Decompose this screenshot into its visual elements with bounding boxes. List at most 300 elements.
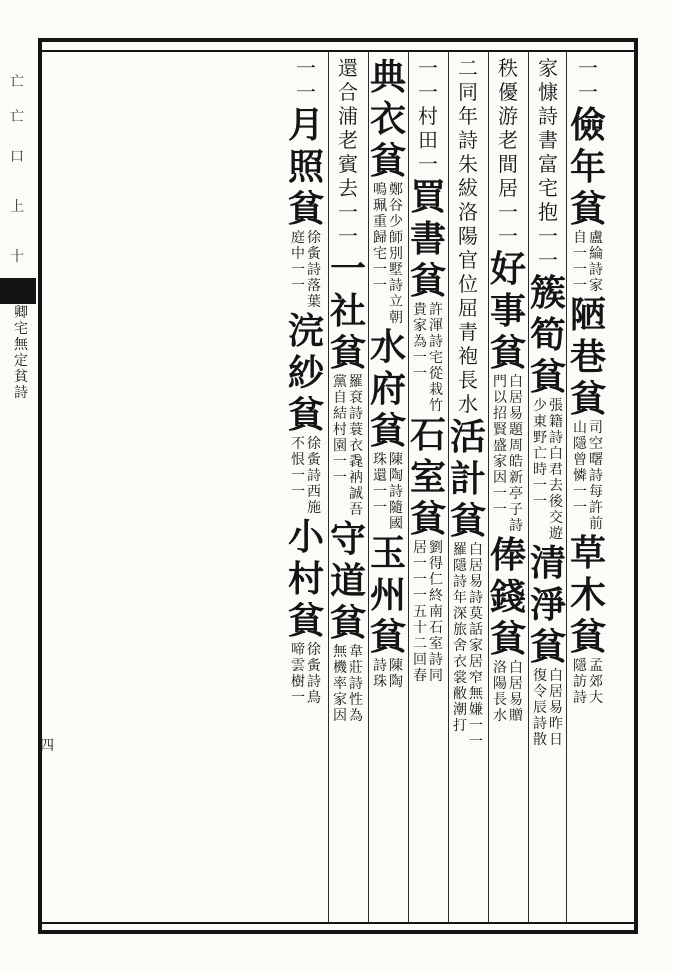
annotation-char: 一 [413, 366, 427, 382]
annotation-char: 自 [333, 390, 347, 406]
heading-char: 貧 [287, 394, 324, 436]
text-char: 詩 [458, 128, 478, 152]
annotation-char: 回 [413, 652, 427, 668]
text-char: 陽 [458, 224, 478, 248]
annotation-line [389, 182, 403, 326]
heading-char: 草 [569, 532, 606, 574]
text-char: 抱 [538, 200, 558, 224]
annotation-char: 賢 [493, 422, 507, 438]
annotation-char: 從 [429, 366, 443, 382]
annotation-char: 白 [549, 446, 563, 462]
text-column [284, 56, 328, 918]
text-char: 田 [418, 128, 438, 152]
annotation-char: 一 [291, 484, 305, 500]
annotation-char: 每 [589, 484, 603, 500]
annotation-char: 居 [509, 676, 523, 692]
text-column [366, 56, 410, 918]
annotation-char: 吾 [349, 502, 363, 518]
annotation-char: 家 [333, 692, 347, 708]
annotation-char: 鄭 [389, 182, 403, 198]
annotation-char: 徐 [307, 642, 321, 658]
annotation-pair [573, 420, 603, 532]
annotation-char: 夤 [307, 452, 321, 468]
annotation-char: 張 [549, 398, 563, 414]
annotation-char: 詩 [389, 484, 403, 500]
annotation-pair [373, 658, 403, 690]
annotation-line [589, 230, 603, 294]
annotation-line [509, 374, 523, 534]
annotation-char: 訪 [573, 674, 587, 690]
text-char: 一 [338, 200, 358, 224]
text-char: 一 [296, 80, 316, 104]
annotation-char: 南 [429, 604, 443, 620]
annotation-char: 一 [291, 262, 305, 278]
annotation-line [389, 658, 403, 690]
heading-char: 貧 [287, 188, 324, 230]
column-rule [368, 52, 369, 922]
heading-char: 木 [569, 574, 606, 616]
annotation-char: 誠 [349, 486, 363, 502]
annotation-char: 詩 [349, 406, 363, 422]
annotation-char: 朝 [389, 310, 403, 326]
annotation-char: 隱 [573, 436, 587, 452]
annotation-char: 一 [333, 470, 347, 486]
annotation-char: 曙 [589, 452, 603, 468]
annotation-char: 墅 [389, 262, 403, 278]
annotation-pair [373, 182, 403, 326]
heading-char: 社 [329, 290, 366, 332]
annotation-char: 庭 [291, 230, 305, 246]
annotation-char: 立 [389, 294, 403, 310]
annotation-char: 一 [469, 734, 483, 750]
heading-char: 貧 [409, 498, 446, 540]
annotation-char: 詩 [589, 468, 603, 484]
annotation-char: 一 [573, 484, 587, 500]
annotation-char: 居 [509, 390, 523, 406]
column-rule [566, 52, 567, 922]
annotation-line [549, 398, 563, 542]
annotation-char: 長 [493, 692, 507, 708]
text-char: 同 [458, 80, 478, 104]
annotation-char: 為 [413, 334, 427, 350]
heading-char: 貧 [569, 616, 606, 658]
annotation-char: 一 [573, 278, 587, 294]
heading-char: 筍 [529, 314, 566, 356]
annotation-line [373, 658, 387, 690]
annotation-char: 東 [533, 414, 547, 430]
fish-tail-mark [0, 278, 36, 304]
annotation-char: 樹 [291, 674, 305, 690]
annotation-line [291, 436, 305, 516]
annotation-char: 窄 [469, 670, 483, 686]
annotation-line [509, 660, 523, 724]
annotation-char: 蓑 [349, 422, 363, 438]
annotation-char: 中 [291, 246, 305, 262]
heading-char: 小 [287, 516, 324, 558]
annotation-char: 居 [549, 684, 563, 700]
annotation-char: 家 [493, 454, 507, 470]
annotation-char: 珮 [373, 198, 387, 214]
annotation-char: 村 [333, 422, 347, 438]
annotation-pair [533, 398, 563, 542]
annotation-char: 綸 [589, 246, 603, 262]
annotation-char: 空 [589, 436, 603, 452]
text-column [526, 56, 570, 918]
annotation-char: 籍 [549, 414, 563, 430]
annotation-pair [333, 374, 363, 518]
margin-char: 亡 [10, 74, 24, 90]
heading-char: 書 [409, 218, 446, 260]
heading-char: 貧 [409, 260, 446, 302]
text-char: 富 [538, 152, 558, 176]
text-column [406, 56, 450, 918]
heading-char: 淨 [529, 584, 566, 626]
annotation-pair [573, 230, 603, 294]
heading-char: 年 [569, 146, 606, 188]
annotation-char: 恨 [291, 452, 305, 468]
annotation-char: 鳴 [373, 182, 387, 198]
annotation-char: 白 [469, 542, 483, 558]
annotation-char: 自 [573, 230, 587, 246]
annotation-char: 詩 [573, 690, 587, 706]
annotation-line [453, 542, 467, 750]
annotation-char: 話 [469, 622, 483, 638]
annotation-line [291, 230, 305, 310]
annotation-char: 衣 [453, 654, 467, 670]
text-char: 長 [458, 368, 478, 392]
annotation-pair [291, 642, 321, 706]
text-char: 官 [458, 248, 478, 272]
text-char: 書 [538, 128, 558, 152]
text-char: 水 [458, 392, 478, 416]
annotation-line [413, 302, 427, 414]
annotation-char: 一 [413, 350, 427, 366]
annotation-pair [493, 374, 523, 534]
annotation-char: 子 [509, 502, 523, 518]
annotation-char: 葉 [307, 294, 321, 310]
text-char: 秩 [498, 56, 518, 80]
annotation-char: 羅 [349, 374, 363, 390]
annotation-char: 性 [349, 692, 363, 708]
text-char: 一 [418, 152, 438, 176]
page-mark: 四 [40, 738, 54, 754]
annotation-pair [413, 302, 443, 414]
heading-char: 貧 [489, 618, 526, 660]
annotation-char: 一 [493, 502, 507, 518]
margin-char: 上 [10, 199, 24, 215]
annotation-char: 機 [333, 660, 347, 676]
text-char: 居 [498, 176, 518, 200]
annotation-char: 詩 [429, 334, 443, 350]
annotation-char: 一 [373, 278, 387, 294]
side-label-char: 詩 [14, 385, 28, 401]
annotation-char: 山 [573, 420, 587, 436]
annotation-char: 陳 [389, 452, 403, 468]
heading-char: 貧 [569, 188, 606, 230]
annotation-char: 莫 [469, 606, 483, 622]
text-char: 去 [338, 176, 358, 200]
text-char: 家 [538, 56, 558, 80]
annotation-line [307, 642, 321, 706]
annotation-char: 隱 [573, 658, 587, 674]
annotation-char: 許 [429, 302, 443, 318]
annotation-line [389, 452, 403, 532]
annotation-pair [291, 436, 321, 516]
annotation-char: 君 [549, 462, 563, 478]
heading-char: 州 [369, 574, 406, 616]
annotation-char: 野 [533, 430, 547, 446]
annotation-char: 憐 [573, 468, 587, 484]
annotation-char: 盛 [493, 438, 507, 454]
annotation-char: 一 [573, 262, 587, 278]
annotation-line [589, 420, 603, 532]
annotation-char: 陶 [389, 468, 403, 484]
heading-char: 水 [369, 326, 406, 368]
annotation-char: 詩 [469, 590, 483, 606]
annotation-char: 舍 [453, 638, 467, 654]
heading-char: 道 [329, 560, 366, 602]
text-char: 合 [338, 80, 358, 104]
annotation-char: 新 [509, 470, 523, 486]
text-char: 一 [338, 224, 358, 248]
annotation-char: 白 [509, 660, 523, 676]
side-label-char: 宅 [14, 321, 28, 337]
annotation-line [333, 374, 347, 518]
annotation-char: 令 [533, 684, 547, 700]
column-rule [488, 52, 489, 922]
text-char: 紱 [458, 176, 478, 200]
annotation-char: 亭 [509, 486, 523, 502]
annotation-char: 詩 [389, 278, 403, 294]
annotation-char: 雲 [291, 658, 305, 674]
heading-char: 紗 [287, 352, 324, 394]
text-column [326, 56, 370, 918]
annotation-line [307, 230, 321, 310]
text-char: 詩 [538, 104, 558, 128]
heading-char: 巷 [569, 336, 606, 378]
annotation-char: 交 [549, 510, 563, 526]
text-char: 老 [338, 128, 358, 152]
annotation-pair [573, 658, 603, 706]
annotation-line [429, 540, 443, 684]
annotation-char: 重 [373, 214, 387, 230]
annotation-char: 大 [589, 690, 603, 706]
annotation-line [373, 182, 387, 326]
annotation-char: 徐 [307, 230, 321, 246]
annotation-char: 居 [413, 540, 427, 556]
text-char: 一 [498, 224, 518, 248]
annotation-char: 家 [469, 638, 483, 654]
column-rule [448, 52, 449, 922]
heading-char: 貧 [489, 332, 526, 374]
annotation-char: 同 [429, 668, 443, 684]
annotation-char: 一 [291, 278, 305, 294]
annotation-char: 韋 [349, 644, 363, 660]
annotation-char: 家 [413, 318, 427, 334]
annotation-char: 一 [413, 556, 427, 572]
heading-char: 俸 [489, 534, 526, 576]
annotation-char: 前 [589, 516, 603, 532]
annotation-char: 詩 [349, 676, 363, 692]
annotation-char: 亡 [533, 446, 547, 462]
annotation-char: 珠 [373, 674, 387, 690]
annotation-char: 羅 [453, 542, 467, 558]
annotation-char: 夤 [307, 658, 321, 674]
annotation-char: 貴 [413, 302, 427, 318]
text-char: 一 [578, 56, 598, 80]
text-column [566, 56, 610, 918]
annotation-char: 居 [469, 558, 483, 574]
annotation-char: 師 [389, 230, 403, 246]
side-label-char: 定 [14, 353, 28, 369]
annotation-line [307, 436, 321, 516]
annotation-char: 渾 [429, 318, 443, 334]
annotation-char: 二 [413, 636, 427, 652]
annotation-char: 門 [493, 374, 507, 390]
annotation-char: 復 [533, 668, 547, 684]
annotation-char: 一 [373, 484, 387, 500]
annotation-char: 徐 [307, 436, 321, 452]
annotation-char: 以 [493, 390, 507, 406]
annotation-char: 易 [509, 406, 523, 422]
annotation-char: 劉 [429, 540, 443, 556]
margin-char: 十 [10, 249, 24, 265]
annotation-char: 易 [469, 574, 483, 590]
annotation-char: 打 [453, 718, 467, 734]
annotation-char: 室 [429, 636, 443, 652]
annotation-line [573, 658, 587, 706]
heading-char: 村 [287, 558, 324, 600]
annotation-line [573, 230, 587, 294]
annotation-char: 年 [453, 590, 467, 606]
heading-char: 守 [329, 518, 366, 560]
annotation-char: 毳 [349, 454, 363, 470]
annotation-pair [453, 542, 483, 750]
annotation-char: 一 [533, 478, 547, 494]
annotation-char: 盧 [589, 230, 603, 246]
annotation-char: 黨 [333, 374, 347, 390]
annotation-char: 易 [549, 700, 563, 716]
heading-char: 貧 [369, 140, 406, 182]
annotation-char: 一 [413, 572, 427, 588]
annotation-line [349, 374, 363, 518]
annotation-char: 五 [413, 604, 427, 620]
annotation-char: 詩 [509, 518, 523, 534]
heading-char: 一 [329, 248, 366, 290]
annotation-char: 園 [333, 438, 347, 454]
annotation-char: 袞 [349, 390, 363, 406]
annotation-char: 宅 [373, 246, 387, 262]
heading-char: 月 [287, 104, 324, 146]
annotation-pair [493, 660, 523, 724]
annotation-pair [291, 230, 321, 310]
annotation-char: 一 [533, 494, 547, 510]
annotation-char: 詩 [533, 716, 547, 732]
annotation-char: 贈 [509, 708, 523, 724]
side-label-char: 卿 [14, 305, 28, 321]
annotation-char: 為 [349, 708, 363, 724]
annotation-char: 終 [429, 588, 443, 604]
heading-char: 貧 [569, 378, 606, 420]
heading-char: 石 [409, 414, 446, 456]
annotation-line [549, 668, 563, 748]
annotation-char: 衣 [349, 438, 363, 454]
annotation-pair [413, 540, 443, 684]
text-char: 還 [338, 56, 358, 80]
annotation-char: 白 [549, 668, 563, 684]
annotation-char: 水 [493, 708, 507, 724]
text-char: 老 [498, 128, 518, 152]
annotation-char: 莊 [349, 660, 363, 676]
margin-char: 亡 [10, 109, 24, 125]
annotation-char: 一 [573, 246, 587, 262]
annotation-char: 詩 [429, 652, 443, 668]
annotation-char: 易 [509, 692, 523, 708]
annotation-char: 詩 [453, 574, 467, 590]
heading-char: 玉 [369, 532, 406, 574]
annotation-line [573, 420, 587, 532]
annotation-char: 一 [373, 262, 387, 278]
annotation-char: 得 [429, 556, 443, 572]
annotation-char: 一 [291, 468, 305, 484]
annotation-char: 一 [493, 486, 507, 502]
annotation-char: 白 [509, 374, 523, 390]
heading-char: 計 [449, 458, 486, 500]
annotation-char: 一 [573, 500, 587, 516]
text-char: 朱 [458, 152, 478, 176]
heading-char: 買 [409, 176, 446, 218]
text-char: 一 [538, 224, 558, 248]
text-char: 一 [538, 248, 558, 272]
heading-char: 室 [409, 456, 446, 498]
heading-char: 好 [489, 248, 526, 290]
side-label-char: 無 [14, 337, 28, 353]
annotation-char: 少 [533, 398, 547, 414]
heading-char: 貧 [369, 616, 406, 658]
annotation-char: 周 [509, 438, 523, 454]
annotation-char: 辰 [533, 700, 547, 716]
annotation-pair [373, 452, 403, 532]
annotation-line [533, 668, 547, 748]
annotation-char: 一 [373, 500, 387, 516]
heading-char: 浣 [287, 310, 324, 352]
annotation-line [291, 642, 305, 706]
text-char: 一 [418, 80, 438, 104]
annotation-char: 不 [291, 436, 305, 452]
annotation-char: 家 [589, 278, 603, 294]
heading-char: 典 [369, 56, 406, 98]
left-margin [0, 40, 36, 940]
annotation-char: 洛 [493, 660, 507, 676]
annotation-char: 司 [589, 420, 603, 436]
text-char: 浦 [338, 104, 358, 128]
text-char: 慷 [538, 80, 558, 104]
annotation-char: 一 [291, 690, 305, 706]
annotation-char: 西 [307, 484, 321, 500]
text-char: 洛 [458, 200, 478, 224]
heading-char: 照 [287, 146, 324, 188]
text-char: 二 [458, 56, 478, 80]
annotation-char: 一 [413, 588, 427, 604]
text-char: 一 [578, 80, 598, 104]
annotation-char: 珠 [373, 452, 387, 468]
text-column [446, 56, 490, 918]
annotation-char: 許 [589, 500, 603, 516]
heading-char: 錢 [489, 576, 526, 618]
heading-char: 貧 [529, 626, 566, 668]
annotation-char: 宅 [429, 350, 443, 366]
annotation-char: 仁 [429, 572, 443, 588]
